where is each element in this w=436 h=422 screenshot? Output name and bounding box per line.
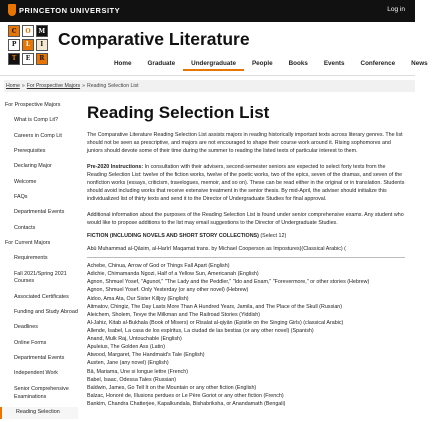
page-title: Reading Selection List: [87, 103, 270, 122]
breadcrumb-separator: »: [82, 83, 85, 89]
nav-item-graduate[interactable]: Graduate: [147, 60, 176, 67]
list-item: Aitmatov, Chingiz, The Day Lasts More Than A Hundred Years, Jamila, and The Place of the Skull (Russian): [87, 303, 343, 310]
main-nav: [106, 58, 436, 71]
sidebar-item-declaring-major[interactable]: Declaring Major: [14, 163, 52, 170]
sidebar-item-reading-selection[interactable]: Reading Selection: [0, 407, 78, 419]
list-item: Balzac, Honoré de, Illusions perdues or Le Père Goriot or any other fiction (French): [87, 392, 284, 399]
additional-paragraph: Additional information about the purposes of the Reading Selection List is found under senior comprehensive exams. Any student who would like to propose additions to the list may email suggestions to the Director of Undergraduate Studies.: [87, 212, 404, 227]
list-item: Agnon, Shmuel Yosef. Only Yesterday (or any other novel) (Hebrew): [87, 287, 249, 294]
nav-divider: [0, 75, 415, 76]
breadcrumb-home[interactable]: Home: [6, 83, 20, 89]
intro-paragraph: The Comparative Literature Reading Selection List assists majors in reading historically important texts across literary genres. The list should not be seen as prescriptive, and majors are not encouraged to shape their course work around it. Rising sophomores and juniors should devote some of their time during the summer to reading the listed texts of particular interest to them.: [87, 132, 403, 155]
logo-tile: R: [36, 53, 48, 65]
section-heading-text: FICTION (INCLUDING NOVELS AND SHORT STORY COLLECTIONS): [87, 233, 259, 240]
instructions-paragraph: [87, 163, 405, 203]
sidebar-item-for-current-majors[interactable]: For Current Majors: [5, 239, 51, 246]
nav-item-news[interactable]: News: [411, 60, 428, 67]
fiction-section-heading: [87, 233, 405, 239]
fiction-book-list: [87, 262, 405, 408]
nav-item-home[interactable]: Home: [114, 60, 132, 67]
breadcrumb-current: Reading Selection List: [86, 83, 139, 89]
logo-tile: M: [36, 25, 48, 37]
login-link[interactable]: Log in: [387, 6, 405, 13]
main-content: [87, 103, 405, 408]
sidebar-item-requirements[interactable]: Requirements: [14, 255, 48, 262]
sidebar-item-prerequisites[interactable]: Prerequisites: [14, 147, 46, 154]
sidebar-nav: [0, 100, 78, 422]
princeton-shield-icon: [8, 4, 16, 16]
sidebar-item-careers-in-comp-lit[interactable]: Careers in Comp Lit: [14, 132, 62, 139]
department-logo[interactable]: [8, 25, 48, 65]
site-title[interactable]: Comparative Literature: [58, 29, 250, 49]
breadcrumb-parent[interactable]: For Prospective Majors: [26, 83, 81, 89]
nav-item-people[interactable]: People: [251, 60, 273, 67]
sidebar-item-departmental-events[interactable]: Departmental Events: [14, 355, 65, 362]
sidebar-item-departmental-events[interactable]: Departmental Events: [14, 209, 65, 216]
list-item: Achebe, Chinua, Arrow of God or Things Fall Apart (English): [87, 263, 230, 270]
sidebar-item-for-prospective-majors[interactable]: For Prospective Majors: [5, 102, 61, 108]
nav-item-events[interactable]: Events: [323, 60, 345, 67]
university-brand[interactable]: [8, 4, 120, 16]
list-item: Agnon, Shmuel Yosef, "Agunot," "The Lady and the Peddler," "Ido and Enam," "Forevermore," or other stories (Hebrew): [87, 279, 370, 286]
instructions-text: In consultation with their advisers, second-semester seniors are expected to select forty texts from the Reading Selection List: twelve of the fiction works, twelve of the poetic works, two of the epics, seven of the dramas, and seven of the nonfiction works (essays, criticism, travelogues, memoir, and so on). These can be read either in the original or in translation. Students should avoid including works that receive extensive treatment in the senior thesis. By mid-April, the adviser should initialize this individualized list of thirty texts and send it to the Director of Undergraduate Studies for final approval.: [87, 164, 405, 203]
sidebar-item-funding-and-study-abroad[interactable]: Funding and Study Abroad: [14, 309, 78, 316]
sidebar-item-senior-comprehensive-examinations[interactable]: Senior Comprehensive Examinations: [14, 385, 69, 400]
sidebar-item-associated-certificates[interactable]: Associated Certificates: [14, 293, 69, 300]
list-item: Austen, Jane (any novel) (English): [87, 360, 169, 367]
list-item: Babel, Isaac, Odessa Tales (Russian): [87, 376, 177, 383]
sidebar-item-what-is-comp-lit[interactable]: What is Comp Lit?: [14, 117, 59, 124]
list-divider: [87, 257, 405, 258]
logo-tile: E: [22, 53, 34, 65]
list-item: Apuleius, The Golden Ass (Latin): [87, 344, 166, 351]
logo-tile: T: [8, 53, 20, 65]
nav-item-books[interactable]: Books: [288, 60, 308, 67]
university-name: PRINCETON UNIVERSITY: [19, 5, 121, 15]
logo-tile: O: [22, 25, 34, 37]
top-bar: [0, 0, 415, 22]
sidebar-item-independent-work[interactable]: Independent Work: [14, 370, 58, 377]
list-item: Adichie, Chimamanda Ngozi, Half of a Yellow Sun, Americanah (English): [87, 271, 259, 278]
logo-tile: C: [8, 25, 20, 37]
nav-item-conference[interactable]: Conference: [360, 60, 396, 67]
breadcrumb-separator: »: [21, 83, 25, 89]
list-item: Bankim, Chandra Chatterjee, Kapalkundala, Bishabriksha, or Anandamath (Bengali): [87, 401, 286, 408]
list-item: Baldwin, James, Go Tell It on the Mountain or any other fiction (English): [87, 384, 257, 391]
logo-tile: P: [8, 39, 20, 51]
list-item: Anand, Mulk Raj, Untouchable (English): [87, 336, 182, 343]
nav-item-undergraduate[interactable]: Undergraduate: [183, 58, 244, 71]
list-item: Bâ, Mariama, Une si longue lettre (French): [87, 368, 188, 375]
sidebar-item-welcome[interactable]: Welcome: [14, 178, 37, 185]
breadcrumb: [4, 80, 415, 92]
logo-tile: I: [36, 39, 48, 51]
logo-tile: L: [22, 39, 34, 51]
sidebar-item-faqs[interactable]: FAQs: [14, 193, 28, 200]
list-item: Allende, Isabel, La casa de los espíritus, La ciudad de las bestias (or any other novel) (Spanish): [87, 328, 314, 335]
section-note: (Select 12): [258, 233, 287, 240]
sidebar-item-contacts[interactable]: Contacts: [14, 224, 36, 231]
sidebar-item-fall-2021-spring-2021-courses[interactable]: Fall 2021/Spring 2021 Courses: [14, 270, 67, 285]
list-item: Aidoo, Ama Ata, Our Sister Killjoy (English): [87, 295, 189, 302]
list-item: Aleichem, Sholem, Tevye the Milkman and The Railroad Stories (Yiddish): [87, 311, 261, 318]
list-item: Atwood, Margaret, The Handmaid's Tale (English): [87, 352, 205, 359]
pre-list-item: Abū Muhammad al-Qāsim, al-Harīrī Maqamat trans. by Michael Cooperson as Impostures)(Classical Arabic) (: [87, 246, 346, 253]
instructions-label: Pre-2020 Instructions:: [87, 164, 144, 171]
sidebar-item-online-forms[interactable]: Online Forms: [14, 339, 47, 346]
list-item: Al-Jahiz, Kitab al-Bukhala (Book of Misers) or Risalat al-qiyān (Epistle on the Singing Girls) (classical Arabic): [87, 319, 344, 326]
sidebar-item-deadlines[interactable]: Deadlines: [14, 324, 38, 331]
